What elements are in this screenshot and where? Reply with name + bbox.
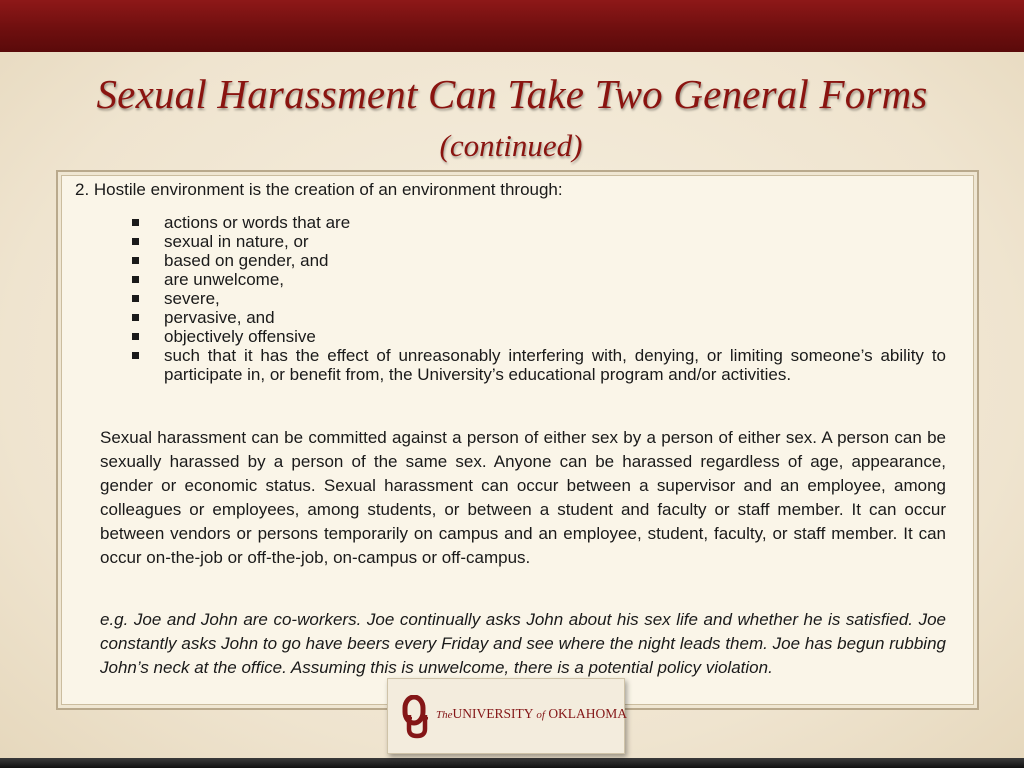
bullet-item bbox=[130, 289, 946, 308]
square-bullet-icon bbox=[132, 295, 139, 302]
bullet-item bbox=[130, 213, 946, 232]
university-logo bbox=[387, 678, 628, 754]
ou-monogram-icon bbox=[402, 695, 432, 739]
logo-university: UNIVERSITY bbox=[452, 706, 533, 721]
logo-state: OKLAHOMA bbox=[548, 706, 628, 721]
top-banner bbox=[0, 0, 1024, 52]
logo-wordmark bbox=[436, 706, 627, 722]
square-bullet-icon bbox=[132, 219, 139, 226]
bullet-text: sexual in nature, or bbox=[164, 232, 309, 251]
bullet-item bbox=[130, 270, 946, 289]
bottom-banner bbox=[0, 758, 1024, 768]
square-bullet-icon bbox=[132, 333, 139, 340]
square-bullet-icon bbox=[132, 352, 139, 359]
square-bullet-icon bbox=[132, 257, 139, 264]
bullet-list bbox=[130, 213, 946, 384]
bullet-item bbox=[130, 232, 946, 251]
square-bullet-icon bbox=[132, 314, 139, 321]
lead-line: 2. Hostile environment is the creation of an environment through: bbox=[75, 180, 563, 199]
bullet-item bbox=[130, 327, 946, 346]
square-bullet-icon bbox=[132, 238, 139, 245]
logo-the: The bbox=[436, 709, 453, 721]
subtitle-text: (continued) bbox=[439, 128, 583, 163]
bullet-text: severe, bbox=[164, 289, 220, 308]
bullet-text: objectively offensive bbox=[164, 327, 316, 346]
bullet-text: based on gender, and bbox=[164, 251, 329, 270]
bullet-text: actions or words that are bbox=[164, 213, 351, 232]
logo-of: of bbox=[536, 709, 545, 721]
bullet-text: are unwelcome, bbox=[164, 270, 285, 289]
bullet-item bbox=[130, 346, 946, 384]
slide-title: Sexual Harassment Can Take Two General Forms bbox=[96, 71, 928, 117]
example-paragraph: e.g. Joe and John are co-workers. Joe continually asks John about his sex life and whether he is satisfied. Joe constantly asks John to go have beers every Friday and see where the night leads them. Joe has begun rubbing John’s neck at the office. Assuming this is unwelcome, there is a potential policy violation. bbox=[100, 610, 946, 677]
body-paragraph: Sexual harassment can be committed against a person of either sex by a person of either sex. A person can be sexually harassed by a person of the same sex. Anyone can be harassed regardless of age, appearance, gender or economic status. Sexual harassment can occur between a supervisor and an employee, among colleagues or employees, among students, or between a student and faculty or staff member. It can occur between vendors or persons temporarily on campus and an employee, student, faculty, or staff member. It can occur on-the-job or off-the-job, on-campus or off-campus. bbox=[100, 428, 946, 567]
square-bullet-icon bbox=[132, 276, 139, 283]
bullet-item bbox=[130, 308, 946, 327]
bullet-item bbox=[130, 251, 946, 270]
slide-subtitle bbox=[0, 128, 1024, 164]
bullet-text: pervasive, and bbox=[164, 308, 275, 327]
bullet-text: such that it has the effect of unreasonably interfering with, denying, or limiting someone’s ability to participate in, or benefit from, the University’s educational program and/or activities. bbox=[164, 346, 946, 384]
